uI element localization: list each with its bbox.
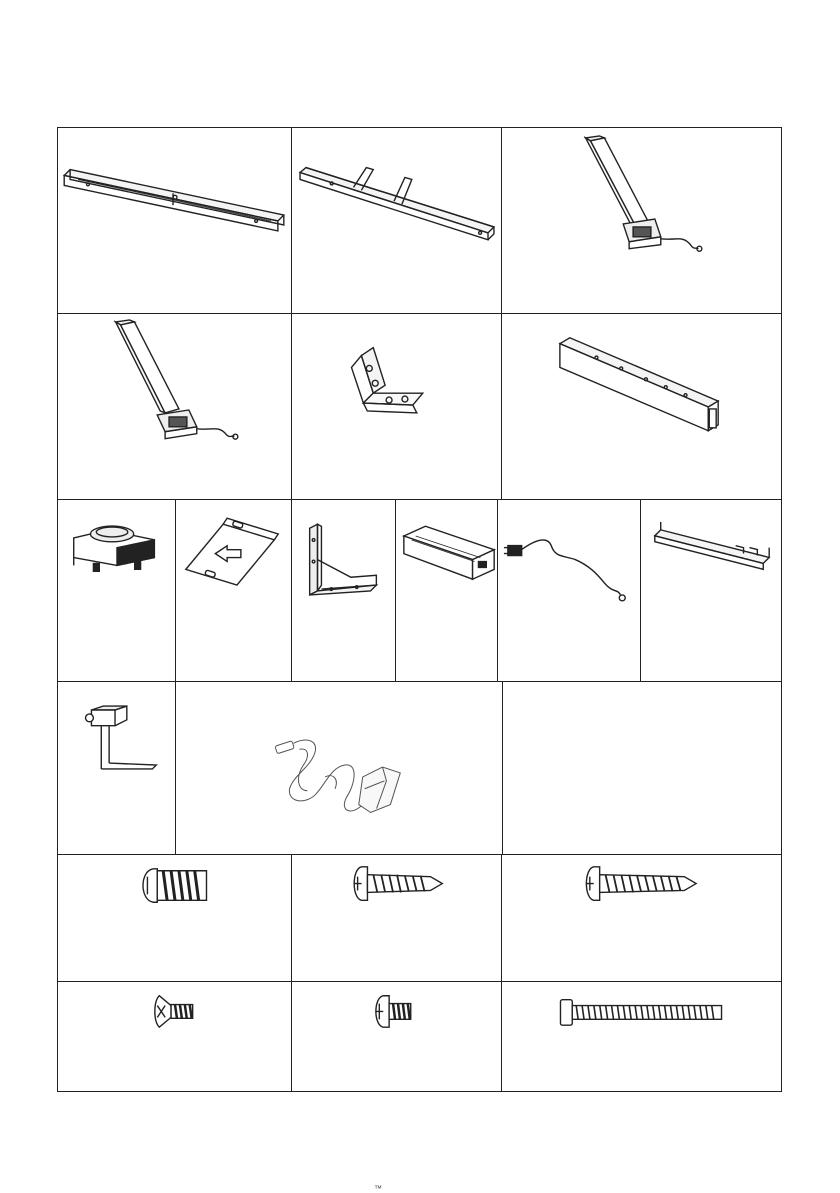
leg-column-with-motor-right-icon (502, 128, 781, 313)
mounting-plate-icon (176, 500, 291, 681)
part-cell-u-channel-rail (57, 127, 292, 314)
part-cell-mounting-plate (175, 499, 292, 682)
handset-with-cable-icon (176, 682, 502, 854)
part-cell-leg-left (57, 313, 292, 500)
part-cell-empty (502, 681, 782, 855)
part-cell-short-machine-screw (57, 854, 292, 982)
foot-bar-with-arms-icon (292, 128, 501, 313)
part-cell-leg-right (501, 127, 782, 314)
hook-clamp-icon (58, 682, 175, 854)
leg-column-with-motor-left-icon (58, 314, 291, 499)
part-cell-corner-bracket (291, 313, 502, 500)
cable-tray-icon (641, 500, 781, 681)
part-cell-l-bracket (291, 499, 396, 682)
square-crossbar-tube-icon (502, 314, 781, 499)
part-cell-countersunk-screw (57, 981, 292, 1092)
part-cell-power-cord (497, 499, 641, 682)
part-cell-long-bolt (501, 981, 782, 1092)
footer-mark: ™ (374, 1184, 382, 1193)
part-cell-power-supply (395, 499, 504, 682)
wood-screw-short-icon (292, 855, 501, 981)
part-cell-cable-tray (640, 499, 782, 682)
wood-screw-long-icon (502, 855, 781, 981)
power-cord-icon (498, 500, 640, 681)
power-supply-icon (396, 500, 503, 681)
countersunk-screw-icon (58, 982, 291, 1091)
part-cell-foot-bar (291, 127, 502, 314)
part-cell-handset (175, 681, 503, 855)
part-cell-wood-screw-short (291, 854, 502, 982)
l-bracket-icon (292, 500, 395, 681)
long-bolt-icon (502, 982, 781, 1091)
control-box-icon (58, 500, 175, 681)
part-cell-pan-head-screw (291, 981, 502, 1092)
part-cell-wood-screw-long (501, 854, 782, 982)
pan-head-screw-icon (292, 982, 501, 1091)
part-cell-crossbar (501, 313, 782, 500)
part-cell-hook-clamp (57, 681, 176, 855)
short-machine-screw-icon (58, 855, 291, 981)
part-cell-control-box (57, 499, 176, 682)
corner-bracket-icon (292, 314, 501, 499)
u-channel-rail-icon (58, 128, 291, 313)
